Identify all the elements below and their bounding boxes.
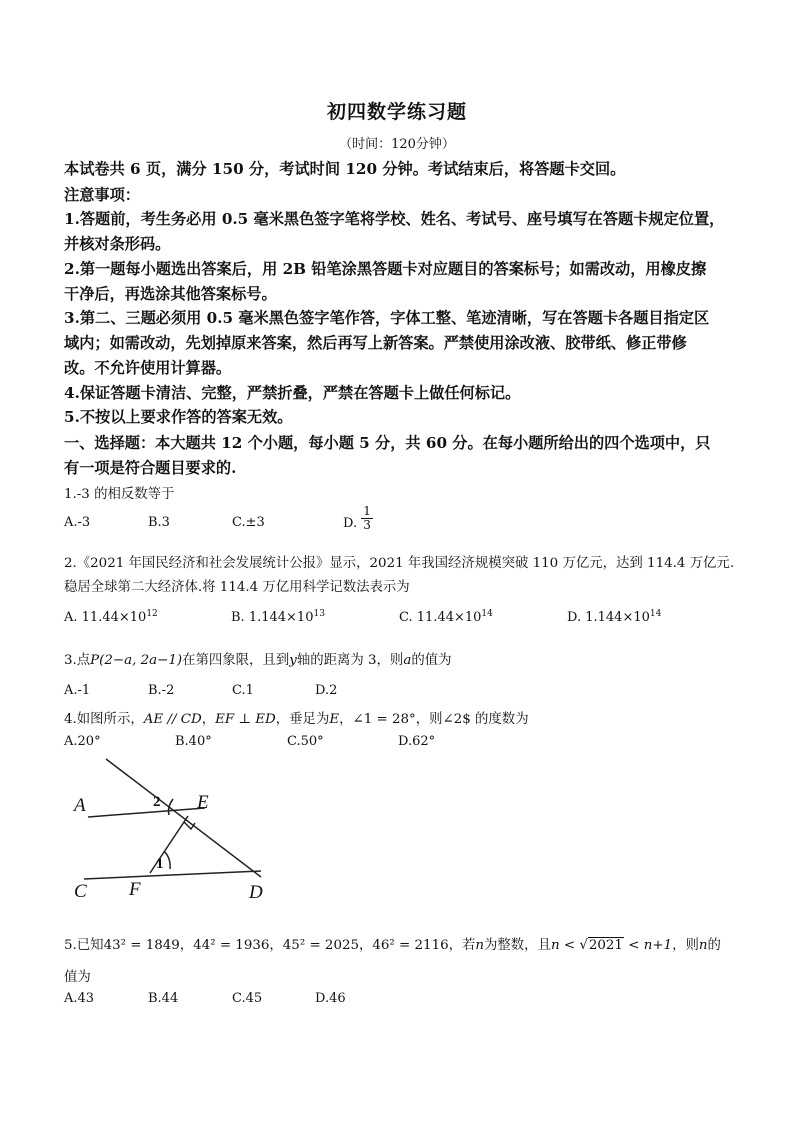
notice-5: 5.不按以上要求作答的答案无效。 <box>64 408 293 426</box>
q4-rel1: AE // CD <box>143 712 202 727</box>
line-cd <box>84 871 261 879</box>
q5-tail: 的 <box>707 938 721 953</box>
label-angle-1: 1 <box>156 856 164 872</box>
q4-foot: E <box>329 712 340 727</box>
q4-mid: ，垂足为 <box>275 712 330 727</box>
q5-stem: 5.已知43² = 1849，44² = 1936，45² = 2025，46² = 2116，若n为整数，且n < √2021 < n+1，则n的 <box>64 938 721 953</box>
angle-1-arc <box>164 851 170 869</box>
q5-eq4: 46² = 2116 <box>372 938 449 953</box>
q5-var: n <box>475 938 485 953</box>
q5-eq3: 45² = 2025 <box>282 938 359 953</box>
q5-eq1: 43² = 1849 <box>103 938 180 953</box>
q3-var: a <box>403 653 412 668</box>
q1-option-a: A.-3 <box>64 515 91 530</box>
q3-suffix-a: 轴的距离为 3，则 <box>296 653 404 668</box>
q1-option-d <box>343 504 373 532</box>
page-title: 初四数学练习题 <box>326 101 467 123</box>
q5-mid3: ，则 <box>672 938 699 953</box>
fraction-denominator: 3 <box>363 518 371 532</box>
fraction <box>361 505 373 532</box>
q5-mid2: 为整数，且 <box>484 938 551 953</box>
q2-option-b-exp: 13 <box>313 609 325 619</box>
notice-1a: 1.答题前，考生务必用 0.5 毫米黑色签字笔将学校、姓名、考试号、座号填写在答题卡规定位置， <box>64 210 725 228</box>
notice-3b: 域内；如需改动，先划掉原来答案，然后再写上新答案。严禁使用涂改液、胶带纸、修正带修 <box>64 334 687 352</box>
section-heading-b: 有一项是符合题目要求的. <box>64 459 237 477</box>
q5-eq2: 44² = 1936 <box>193 938 270 953</box>
fraction-numerator: 1 <box>363 504 371 518</box>
label-c: C <box>74 881 87 902</box>
q2-option-d <box>567 609 661 625</box>
q2-option-b <box>231 609 325 625</box>
q3-option-c: C.1 <box>232 683 254 698</box>
q4-option-d: D.62° <box>398 734 436 749</box>
q5-radicand: 2021 <box>588 938 623 953</box>
q3-option-b: B.-2 <box>148 683 175 698</box>
notice-4: 4.保证答题卡清洁、完整，严禁折叠，严禁在答题卡上做任何标记。 <box>64 384 521 402</box>
label-d: D <box>249 882 263 903</box>
q4-option-b: B.40° <box>175 734 212 749</box>
q2-option-d-base: D. 1.144×10 <box>567 610 650 625</box>
q2-option-a <box>64 609 158 625</box>
q3-prefix: 3.点 <box>64 653 91 668</box>
q5-option-a: A.43 <box>64 991 95 1006</box>
notice-label: 注意事项： <box>64 186 140 204</box>
q4-suffix: ，则∠2$ 的度数为 <box>415 712 529 727</box>
q1-stem: 1.-3 的相反数等于 <box>64 487 175 502</box>
q3-suffix-b: 的值为 <box>411 653 452 668</box>
q5-option-b: B.44 <box>148 991 179 1006</box>
q2-option-c-base: C. 11.44×10 <box>399 610 482 625</box>
notice-3c: 改。不允许使用计算器。 <box>64 359 232 377</box>
q2-option-a-exp: 12 <box>146 609 158 619</box>
q5-ineq-b: < n+1 <box>628 938 673 953</box>
geometry-figure <box>64 755 284 905</box>
q2-option-c-exp: 14 <box>481 609 493 619</box>
q5-ineq-a: n < <box>550 938 576 953</box>
label-f: F <box>129 879 141 900</box>
q5-line2: 值为 <box>64 970 91 985</box>
q4-angle: ∠1 = 28° <box>352 712 416 727</box>
q5-var2: n <box>698 938 708 953</box>
q4-rel2: EF ⊥ ED <box>215 712 276 727</box>
q4-prefix: 4.如图所示， <box>64 712 144 727</box>
q3-option-a: A.-1 <box>64 683 91 698</box>
notice-2a: 2.第一题每小题选出答案后，用 2B 铅笔涂黑答题卡对应题目的答案标号；如需改动，用橡皮擦 <box>64 260 707 278</box>
q5-mid: ，若 <box>448 938 476 953</box>
q4-sep1: ， <box>201 712 216 727</box>
exam-intro: 本试卷共 6 页，满分 150 分，考试时间 120 分钟。考试结束后，将答题卡交回。 <box>64 160 626 178</box>
q1-option-b: B.3 <box>148 515 170 530</box>
q1-option-c: C.±3 <box>232 515 265 530</box>
q3-option-d: D.2 <box>315 683 338 698</box>
notice-2b: 干净后，再选涂其他答案标号。 <box>64 285 277 303</box>
q4-option-a: A.20° <box>64 734 101 749</box>
q3-axis: y <box>289 653 297 668</box>
q3-stem <box>64 649 451 668</box>
q5-prefix: 5.已知 <box>64 938 104 953</box>
q4-sep2: ， <box>339 712 353 727</box>
q3-point: P(2−a, 2a−1) <box>90 653 183 668</box>
q4-stem <box>64 708 529 727</box>
time-note: （时间：120分钟） <box>339 137 455 152</box>
q2-option-d-exp: 14 <box>649 609 662 619</box>
q4-option-c: C.50° <box>287 734 324 749</box>
q5-option-c: C.45 <box>232 991 263 1006</box>
label-a: A <box>74 795 86 816</box>
q2-option-c <box>399 609 493 625</box>
notice-3a: 3.第二、三题必须用 0.5 毫米黑色签字笔作答，字体工整、笔迹清晰，写在答题卡各题目指定区 <box>64 309 710 327</box>
notice-1b: 并核对条形码。 <box>64 235 171 253</box>
q2-option-b-base: B. 1.144×10 <box>231 610 314 625</box>
label-e: E <box>197 792 209 813</box>
q2-stem-b: 稳居全球第二大经济体.将 114.4 万亿用科学记数法表示为 <box>64 580 410 595</box>
label-angle-2: 2 <box>153 794 161 810</box>
q3-mid: 在第四象限，且到 <box>182 653 290 668</box>
q1-option-d-label: D. <box>343 516 358 531</box>
section-heading-a: 一、选择题：本大题共 12 个小题，每小题 5 分，共 60 分。在每小题所给出的四个选项中，只 <box>64 434 711 452</box>
q2-stem-a: 2.《2021 年国民经济和社会发展统计公报》显示，2021 年我国经济规模突破 110 万亿元，达到 114.4 万亿元. <box>64 556 735 571</box>
q5-option-d: D.46 <box>315 991 346 1006</box>
angle-2-arc <box>169 799 174 815</box>
line-through-e-d <box>106 759 261 877</box>
q2-option-a-base: A. 11.44×10 <box>64 610 147 625</box>
